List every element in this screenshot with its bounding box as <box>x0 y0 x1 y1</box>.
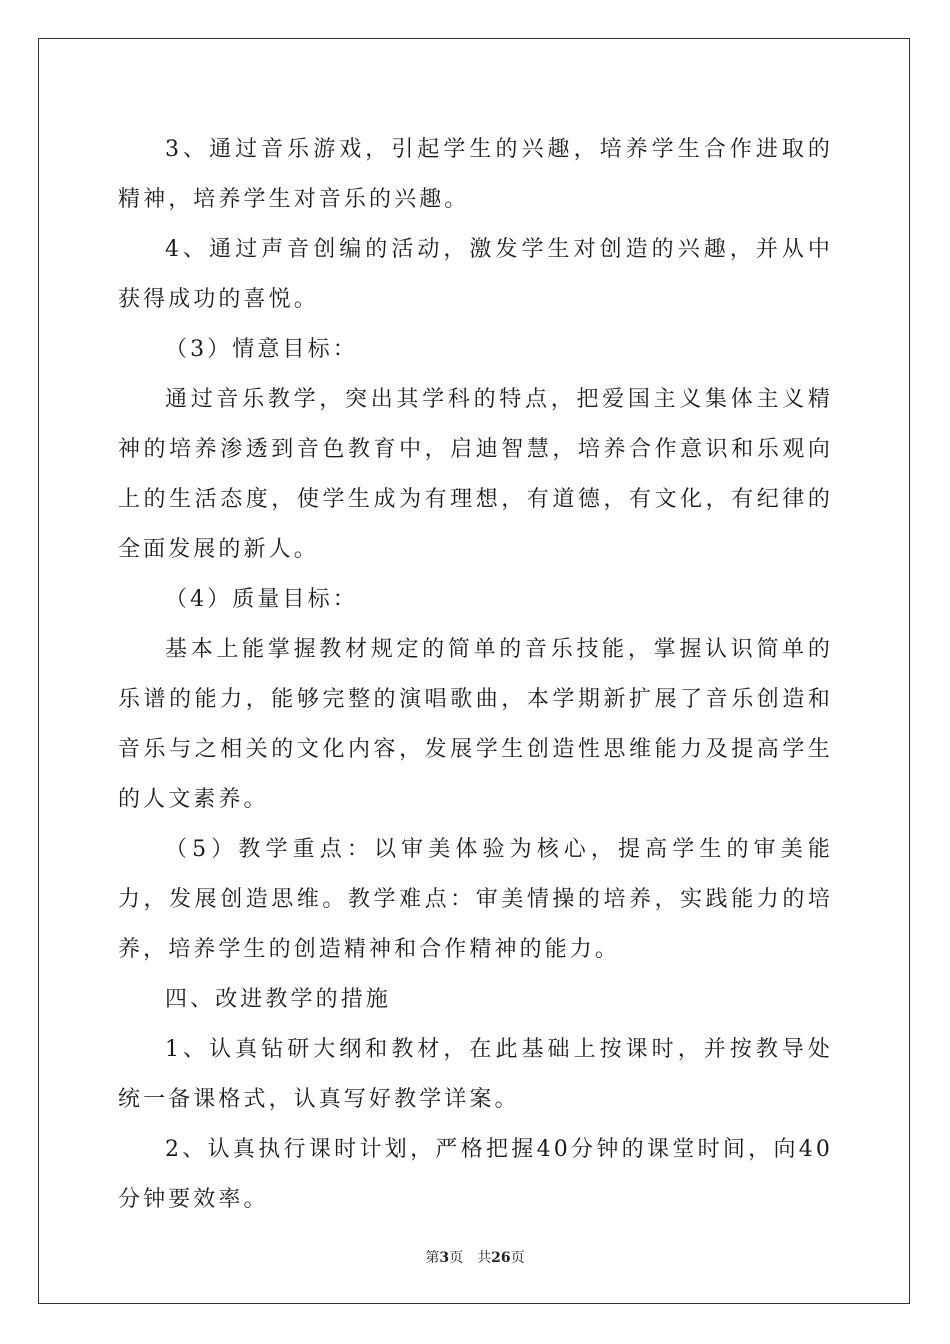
section-heading-quality-goals: （4）质量目标： <box>165 587 358 612</box>
page-prefix: 第 <box>425 1250 440 1266</box>
total-pages-number: 26 <box>491 1250 511 1266</box>
document-body <box>118 125 833 1225</box>
section-heading-affective-goals: （3）情意目标： <box>165 337 358 362</box>
paragraph-item-3: 3、通过音乐游戏，引起学生的兴趣，培养学生合作进取的精神，培养学生对音乐的兴趣。 <box>118 137 833 212</box>
page-current-number: 3 <box>439 1250 450 1266</box>
page-suffix: 页 <box>449 1250 464 1266</box>
total-prefix: 共 <box>477 1250 492 1266</box>
paragraph-affective-goals: 通过音乐教学，突出其学科的特点，把爱国主义集体主义精神的培养渗透到音色教育中，启迪智慧，培养合作意识和乐观向上的生活态度，使学生成为有理想，有道德，有文化，有纪律的全面发展的新人。 <box>118 387 833 562</box>
paragraph-quality-goals: 基本上能掌握教材规定的简单的音乐技能，掌握认识简单的乐谱的能力，能够完整的演唱歌曲，本学期新扩展了音乐创造和音乐与之相关的文化内容，发展学生创造性思维能力及提高学生的人文素养。 <box>118 637 833 812</box>
paragraph-teaching-focus: （5）教学重点：以审美体验为核心，提高学生的审美能力，发展创造思维。教学难点：审美情操的培养，实践能力的培养，培养学生的创造精神和合作精神的能力。 <box>118 837 833 962</box>
paragraph-item-4: 4、通过声音创编的活动，激发学生对创造的兴趣，并从中获得成功的喜悦。 <box>118 237 833 312</box>
total-suffix: 页 <box>510 1250 525 1266</box>
section-heading-improvement-measures: 四、改进教学的措施 <box>165 987 391 1012</box>
paragraph-measure-2: 2、认真执行课时计划，严格把握40分钟的课堂时间，向40分钟要效率。 <box>118 1137 833 1212</box>
paragraph-measure-1: 1、认真钻研大纲和教材，在此基础上按课时，并按教导处统一备课格式，认真写好教学详案。 <box>118 1037 833 1112</box>
page-footer <box>0 1247 950 1267</box>
